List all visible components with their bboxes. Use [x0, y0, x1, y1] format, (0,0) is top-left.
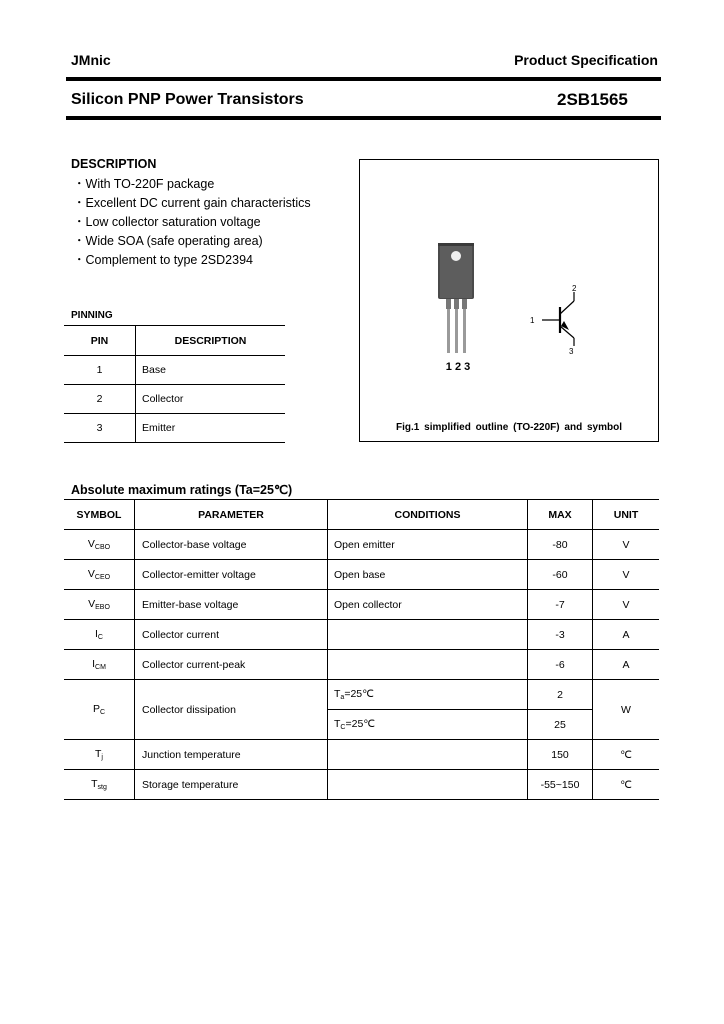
- table-header-row: [64, 500, 659, 530]
- pin-description: Collector: [136, 385, 286, 414]
- condition-cell: Open base: [328, 560, 528, 590]
- parameter-cell: Collector current-peak: [135, 650, 328, 680]
- max-cell: -6: [528, 650, 593, 680]
- symbol-cell: [64, 560, 135, 590]
- column-header: DESCRIPTION: [136, 326, 286, 356]
- symbol: V: [87, 538, 95, 550]
- column-header: MAX: [528, 500, 593, 530]
- symbol-label-emitter: 3: [569, 347, 574, 356]
- table-row: [64, 590, 659, 620]
- part-number: 2SB1565: [557, 90, 628, 109]
- symbol: T: [95, 748, 102, 760]
- symbol-subscript: stg: [97, 784, 107, 791]
- symbol-cell: [64, 770, 135, 800]
- unit-cell: A: [593, 620, 660, 650]
- symbol: I: [95, 628, 98, 640]
- symbol-cell: [64, 650, 135, 680]
- table-row: [64, 770, 659, 800]
- document-type: Product Specification: [514, 52, 658, 68]
- parameter-cell: Emitter-base voltage: [135, 590, 328, 620]
- unit-cell: V: [593, 530, 660, 560]
- max-cell: -55~150: [528, 770, 593, 800]
- symbol: P: [92, 703, 100, 715]
- symbol: V: [88, 598, 96, 610]
- bullet: ・: [73, 253, 86, 267]
- table-row: [64, 650, 659, 680]
- unit-cell: V: [593, 560, 660, 590]
- condition-value: =25℃: [345, 718, 376, 730]
- feature-text: Excellent DC current gain characteristics: [85, 196, 311, 210]
- symbol-cell: [64, 530, 135, 560]
- feature-text: With TO-220F package: [85, 177, 215, 191]
- parameter-cell: Storage temperature: [135, 770, 328, 800]
- feature-item: [73, 251, 311, 270]
- feature-text: Complement to type 2SD2394: [85, 253, 253, 267]
- table-row: [64, 356, 285, 385]
- figure-box: [359, 159, 659, 442]
- feature-item: [73, 213, 311, 232]
- column-header: PARAMETER: [135, 500, 328, 530]
- max-cell: -60: [528, 560, 593, 590]
- column-header: UNIT: [593, 500, 660, 530]
- pin-description: Base: [136, 356, 286, 385]
- condition-cell: Open emitter: [328, 530, 528, 560]
- bullet: ・: [73, 215, 86, 229]
- package-pin-numbers: 1 2 3: [445, 361, 471, 373]
- symbol-subscript: C: [99, 709, 106, 716]
- symbol-cell: [64, 680, 135, 740]
- table-header-row: [64, 326, 285, 356]
- feature-item: [73, 175, 311, 194]
- parameter-cell: Collector-emitter voltage: [135, 560, 328, 590]
- unit-cell: V: [593, 590, 660, 620]
- condition-value: =25℃: [344, 688, 374, 700]
- symbol-subscript: CM: [95, 664, 106, 671]
- pin-number: 1: [64, 356, 136, 385]
- header-rule-bottom: [66, 116, 661, 120]
- description-heading: DESCRIPTION: [71, 157, 157, 171]
- condition-cell: [328, 770, 528, 800]
- max-cell: -3: [528, 620, 593, 650]
- max-cell: 150: [528, 740, 593, 770]
- feature-text: Wide SOA (safe operating area): [85, 234, 263, 248]
- condition-cell: [328, 680, 528, 710]
- symbol: T: [91, 778, 98, 790]
- feature-item: [73, 232, 311, 251]
- company-name: JMnic: [71, 52, 111, 68]
- symbol-cell: [64, 620, 135, 650]
- package-figure: [360, 160, 658, 441]
- table-row: [64, 414, 285, 443]
- condition-subscript: a: [340, 694, 345, 701]
- condition-cell: Open collector: [328, 590, 528, 620]
- feature-list: [73, 175, 311, 270]
- symbol: I: [92, 658, 96, 670]
- max-cell: 2: [528, 680, 593, 710]
- page-title: Silicon PNP Power Transistors: [71, 91, 304, 108]
- table-row: [64, 740, 659, 770]
- pinning-table: [64, 325, 285, 443]
- condition-symbol: T: [334, 718, 341, 730]
- parameter-cell: Collector-base voltage: [135, 530, 328, 560]
- symbol-subscript: j: [101, 754, 103, 761]
- condition-cell: [328, 740, 528, 770]
- symbol-cell: [64, 740, 135, 770]
- condition-cell: [328, 650, 528, 680]
- bullet: ・: [73, 234, 86, 248]
- table-row: [64, 560, 659, 590]
- symbol-subscript: EBO: [95, 604, 110, 611]
- unit-cell: A: [593, 650, 660, 680]
- symbol-label-collector: 2: [572, 284, 577, 293]
- condition-cell: [328, 710, 528, 740]
- symbol-label-base: 1: [530, 316, 535, 325]
- unit-cell: ℃: [593, 740, 660, 770]
- to220f-package-image: [438, 243, 474, 353]
- column-header: SYMBOL: [64, 500, 135, 530]
- symbol-subscript: C: [97, 634, 103, 641]
- condition-subscript: C: [340, 724, 346, 731]
- parameter-cell: Collector current: [135, 620, 328, 650]
- table-row: [64, 530, 659, 560]
- ratings-heading: Absolute maximum ratings (Ta=25℃): [71, 483, 293, 497]
- symbol-subscript: CEO: [94, 574, 111, 581]
- column-header: PIN: [64, 326, 136, 356]
- table-row: [64, 680, 659, 710]
- pin-number: 3: [64, 414, 136, 443]
- feature-item: [73, 194, 311, 213]
- symbol: V: [87, 568, 95, 580]
- header-rule-top: [66, 77, 661, 81]
- pin-number: 2: [64, 385, 136, 414]
- unit-cell: W: [593, 680, 660, 740]
- pinning-heading: PINNING: [71, 310, 113, 321]
- unit-cell: ℃: [593, 770, 660, 800]
- bullet: ・: [73, 177, 86, 191]
- condition-symbol: T: [334, 688, 341, 700]
- condition-cell: [328, 620, 528, 650]
- parameter-cell: Collector dissipation: [135, 680, 328, 740]
- parameter-cell: Junction temperature: [135, 740, 328, 770]
- symbol-cell: [64, 590, 135, 620]
- table-row: [64, 385, 285, 414]
- symbol-subscript: CBO: [94, 544, 111, 551]
- bullet: ・: [73, 196, 86, 210]
- max-cell: -7: [528, 590, 593, 620]
- table-row: [64, 620, 659, 650]
- feature-text: Low collector saturation voltage: [85, 215, 261, 229]
- max-cell: -80: [528, 530, 593, 560]
- column-header: CONDITIONS: [328, 500, 528, 530]
- pnp-transistor-symbol: [542, 292, 574, 346]
- ratings-table: [64, 499, 659, 800]
- pin-description: Emitter: [136, 414, 286, 443]
- max-cell: 25: [528, 710, 593, 740]
- figure-caption: Fig.1 simplified outline (TO-220F) and symbol: [396, 422, 622, 433]
